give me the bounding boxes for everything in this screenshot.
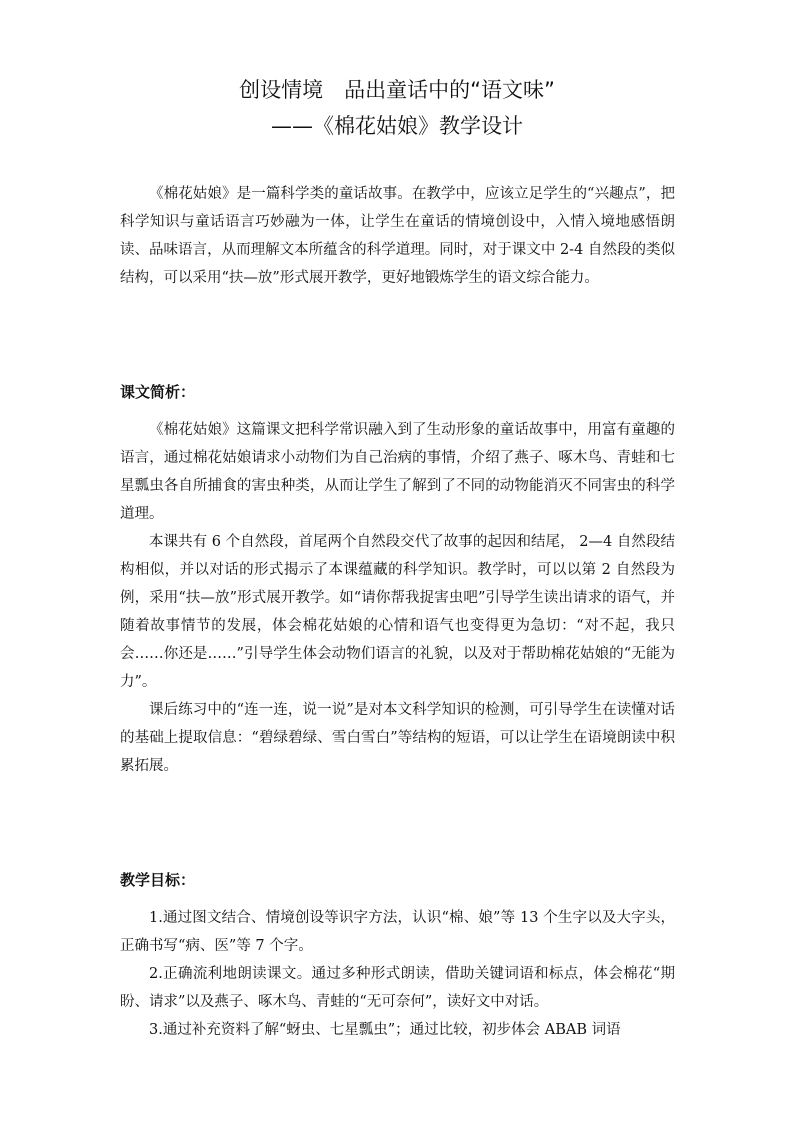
intro-paragraph: 《棉花姑娘》是一篇科学类的童话故事。在教学中，应该立足学生的“兴趣点”，把科学知识与童话语言巧妙融为一体，让学生在童话的情境创设中，入情入境地感悟朗读、品味语言，从而理解文本所蕴含的科学道理。同时，对于课文中 2-4 自然段的类似结构，可以采用“扶—放”形式展开教学，更好地锻炼学生的语文综合能力。 [120, 186, 675, 286]
goals-section [120, 866, 675, 1044]
goal-item: 3.通过补充资料了解“蚜虫、七星瓢虫”；通过比较，初步体会 ABAB 词语 [149, 1022, 621, 1038]
analysis-section [120, 378, 675, 780]
intro-section [120, 180, 675, 292]
goal-item: 2.正确流利地朗读课文。通过多种形式朗读，借助关键词语和标点，体会棉花“期盼、请求”以及燕子、啄木鸟、青蛙的“无可奈何”，读好文中对话。 [120, 966, 675, 1010]
main-title: 创设情境 品出童话中的“语文味” [239, 78, 555, 102]
goals-heading: 教学目标： [120, 871, 196, 889]
analysis-heading: 课文简析： [120, 383, 196, 401]
goal-item: 1.通过图文结合、情境创设等识字方法，认识“棉、娘”等 13 个生字以及大字头，正确书写“病、医”等 7 个字。 [120, 910, 675, 954]
analysis-paragraph: 《棉花姑娘》这篇课文把科学常识融入到了生动形象的童话故事中，用富有童趣的语言，通过棉花姑娘请求小动物们为自己治病的事情，介绍了燕子、啄木鸟、青蛙和七星瓢虫各自所捕食的害虫种类，从而让学生了解到了不同的动物能消灭不同害虫的科学道理。 [120, 422, 675, 522]
analysis-paragraph: 课后练习中的“连一连，说一说”是对本文科学知识的检测，可引导学生在读懂对话的基础上提取信息：“碧绿碧绿、雪白雪白”等结构的短语，可以让学生在语境朗读中积累拓展。 [120, 702, 675, 774]
analysis-paragraph: 本课共有 6 个自然段，首尾两个自然段交代了故事的起因和结尾， 2—4 自然段结构相似，并以对话的形式揭示了本课蕴藏的科学知识。教学时，可以以第 2 自然段为例，采用“扶—放”形式展开教学。如“请你帮我捉害虫吧”引导学生读出请求的语气，并随着故事情节的发展，体会棉花姑娘的心情和语气也变得更为急切：“对不起，我只会……你还是……”引导学生体会动物们语言的礼貌，以及对于帮助棉花姑娘的“无能为力”。 [120, 534, 675, 690]
title-block [0, 74, 794, 142]
sub-title: ——《棉花姑娘》教学设计 [271, 114, 523, 138]
